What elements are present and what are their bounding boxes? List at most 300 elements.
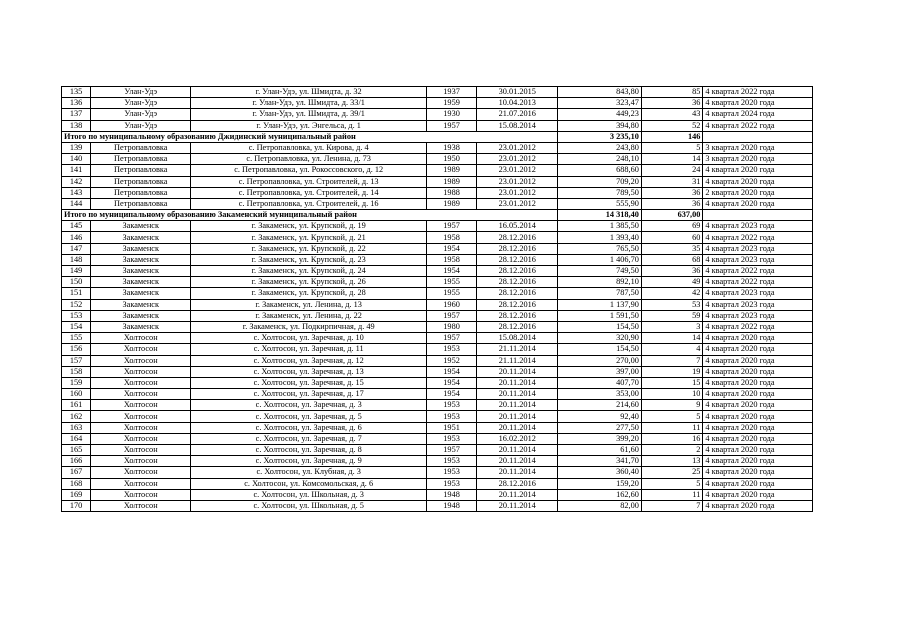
cell-decision-date: 23.01.2012 xyxy=(477,198,558,209)
cell-build-year: 1953 xyxy=(427,411,477,422)
cell-build-year: 1930 xyxy=(427,109,477,120)
cell-decision-date: 10.04.2013 xyxy=(477,98,558,109)
cell-residents: 36 xyxy=(641,98,703,109)
cell-row-number: 137 xyxy=(62,109,91,120)
cell-residents: 11 xyxy=(641,422,703,433)
cell-relocation-deadline: 4 квартал 2023 года xyxy=(703,288,813,299)
subtotal-label: Итого по муниципальному образованию Закаменский муниципальный район xyxy=(62,210,558,221)
cell-row-number: 150 xyxy=(62,277,91,288)
cell-address: г. Улан-Удэ, ул. Шмидта, д. 39/1 xyxy=(191,109,427,120)
cell-address: с. Холтосон, ул. Заречная, д. 17 xyxy=(191,389,427,400)
cell-relocation-deadline: 4 квартал 2020 года xyxy=(703,366,813,377)
cell-residents: 14 xyxy=(641,154,703,165)
table-row xyxy=(62,98,813,109)
cell-address: с. Холтосон, ул. Заречная, д. 11 xyxy=(191,344,427,355)
cell-row-number: 138 xyxy=(62,120,91,131)
housing-register-table xyxy=(61,86,813,512)
cell-area: 789,50 xyxy=(558,187,641,198)
cell-decision-date: 28.12.2016 xyxy=(477,243,558,254)
cell-relocation-deadline: 4 квартал 2020 года xyxy=(703,500,813,511)
cell-row-number: 155 xyxy=(62,333,91,344)
cell-area: 765,50 xyxy=(558,243,641,254)
cell-settlement: Петропавловка xyxy=(91,142,191,153)
cell-residents: 59 xyxy=(641,310,703,321)
cell-residents: 69 xyxy=(641,221,703,232)
cell-settlement: Закаменск xyxy=(91,321,191,332)
subtotal-empty-cell xyxy=(703,131,813,142)
cell-residents: 36 xyxy=(641,187,703,198)
cell-address: с. Холтосон, ул. Заречная, д. 12 xyxy=(191,355,427,366)
cell-address: с. Холтосон, ул. Заречная, д. 5 xyxy=(191,411,427,422)
cell-build-year: 1955 xyxy=(427,277,477,288)
cell-area: 449,23 xyxy=(558,109,641,120)
cell-area: 61,60 xyxy=(558,445,641,456)
cell-address: с. Петропавловка, ул. Строителей, д. 13 xyxy=(191,176,427,187)
cell-relocation-deadline: 4 квартал 2023 года xyxy=(703,243,813,254)
cell-decision-date: 20.11.2014 xyxy=(477,467,558,478)
cell-build-year: 1953 xyxy=(427,344,477,355)
cell-decision-date: 23.01.2012 xyxy=(477,165,558,176)
cell-area: 162,60 xyxy=(558,489,641,500)
cell-decision-date: 20.11.2014 xyxy=(477,422,558,433)
table-row xyxy=(62,198,813,209)
table-row xyxy=(62,500,813,511)
cell-settlement: Закаменск xyxy=(91,277,191,288)
cell-relocation-deadline: 4 квартал 2020 года xyxy=(703,467,813,478)
cell-decision-date: 28.12.2016 xyxy=(477,288,558,299)
cell-build-year: 1952 xyxy=(427,355,477,366)
subtotal-area: 3 235,10 xyxy=(558,131,641,142)
table-row xyxy=(62,187,813,198)
cell-settlement: Закаменск xyxy=(91,288,191,299)
cell-residents: 3 xyxy=(641,321,703,332)
cell-settlement: Холтосон xyxy=(91,433,191,444)
cell-address: г. Закаменск, ул. Крупской, д. 23 xyxy=(191,254,427,265)
cell-area: 360,40 xyxy=(558,467,641,478)
cell-row-number: 135 xyxy=(62,87,91,98)
cell-decision-date: 23.01.2012 xyxy=(477,187,558,198)
cell-build-year: 1937 xyxy=(427,87,477,98)
cell-relocation-deadline: 4 квартал 2023 года xyxy=(703,221,813,232)
cell-area: 341,70 xyxy=(558,456,641,467)
cell-residents: 85 xyxy=(641,87,703,98)
cell-row-number: 165 xyxy=(62,445,91,456)
cell-row-number: 151 xyxy=(62,288,91,299)
table-row xyxy=(62,243,813,254)
cell-residents: 68 xyxy=(641,254,703,265)
cell-row-number: 148 xyxy=(62,254,91,265)
cell-relocation-deadline: 4 квартал 2022 года xyxy=(703,321,813,332)
cell-build-year: 1953 xyxy=(427,467,477,478)
cell-area: 1 385,50 xyxy=(558,221,641,232)
cell-address: с. Холтосон, ул. Заречная, д. 3 xyxy=(191,400,427,411)
cell-area: 1 137,90 xyxy=(558,299,641,310)
cell-row-number: 139 xyxy=(62,142,91,153)
cell-address: с. Холтосон, ул. Школьная, д. 5 xyxy=(191,500,427,511)
table-row xyxy=(62,142,813,153)
cell-build-year: 1954 xyxy=(427,389,477,400)
cell-row-number: 146 xyxy=(62,232,91,243)
table-row xyxy=(62,400,813,411)
table-row xyxy=(62,467,813,478)
cell-address: с. Холтосон, ул. Заречная, д. 13 xyxy=(191,366,427,377)
cell-relocation-deadline: 4 квартал 2020 года xyxy=(703,333,813,344)
cell-address: г. Закаменск, ул. Крупской, д. 19 xyxy=(191,221,427,232)
cell-decision-date: 28.12.2016 xyxy=(477,478,558,489)
table-body xyxy=(62,87,813,512)
cell-address: с. Холтосон, ул. Заречная, д. 8 xyxy=(191,445,427,456)
cell-address: г. Закаменск, ул. Крупской, д. 21 xyxy=(191,232,427,243)
subtotal-residents: 146 xyxy=(641,131,703,142)
cell-settlement: Холтосон xyxy=(91,389,191,400)
cell-settlement: Улан-Удэ xyxy=(91,87,191,98)
cell-area: 270,00 xyxy=(558,355,641,366)
cell-row-number: 164 xyxy=(62,433,91,444)
cell-residents: 25 xyxy=(641,467,703,478)
table-row xyxy=(62,411,813,422)
cell-build-year: 1948 xyxy=(427,489,477,500)
cell-build-year: 1954 xyxy=(427,377,477,388)
cell-relocation-deadline: 4 квартал 2020 года xyxy=(703,422,813,433)
cell-residents: 4 xyxy=(641,344,703,355)
cell-area: 92,40 xyxy=(558,411,641,422)
cell-area: 749,50 xyxy=(558,266,641,277)
cell-address: г. Закаменск, ул. Подкирпичная, д. 49 xyxy=(191,321,427,332)
cell-row-number: 147 xyxy=(62,243,91,254)
cell-decision-date: 28.12.2016 xyxy=(477,266,558,277)
cell-build-year: 1988 xyxy=(427,187,477,198)
cell-decision-date: 20.11.2014 xyxy=(477,456,558,467)
cell-relocation-deadline: 4 квартал 2020 года xyxy=(703,355,813,366)
table-row xyxy=(62,120,813,131)
cell-relocation-deadline: 4 квартал 2020 года xyxy=(703,344,813,355)
cell-relocation-deadline: 4 квартал 2023 года xyxy=(703,254,813,265)
cell-residents: 31 xyxy=(641,176,703,187)
cell-relocation-deadline: 2 квартал 2020 года xyxy=(703,187,813,198)
cell-settlement: Закаменск xyxy=(91,299,191,310)
cell-area: 709,20 xyxy=(558,176,641,187)
cell-settlement: Холтосон xyxy=(91,366,191,377)
cell-build-year: 1989 xyxy=(427,198,477,209)
cell-address: г. Закаменск, ул. Крупской, д. 22 xyxy=(191,243,427,254)
cell-settlement: Закаменск xyxy=(91,243,191,254)
cell-row-number: 170 xyxy=(62,500,91,511)
cell-settlement: Петропавловка xyxy=(91,165,191,176)
cell-area: 1 406,70 xyxy=(558,254,641,265)
table-row xyxy=(62,109,813,120)
cell-settlement: Холтосон xyxy=(91,411,191,422)
cell-decision-date: 21.11.2014 xyxy=(477,355,558,366)
table-row xyxy=(62,288,813,299)
cell-build-year: 1953 xyxy=(427,456,477,467)
cell-area: 243,80 xyxy=(558,142,641,153)
cell-residents: 9 xyxy=(641,400,703,411)
cell-decision-date: 20.11.2014 xyxy=(477,489,558,500)
cell-settlement: Петропавловка xyxy=(91,198,191,209)
table-row xyxy=(62,165,813,176)
cell-area: 555,90 xyxy=(558,198,641,209)
cell-relocation-deadline: 4 квартал 2023 года xyxy=(703,310,813,321)
cell-residents: 43 xyxy=(641,109,703,120)
cell-row-number: 167 xyxy=(62,467,91,478)
cell-relocation-deadline: 4 квартал 2023 года xyxy=(703,299,813,310)
cell-area: 277,50 xyxy=(558,422,641,433)
cell-decision-date: 21.11.2014 xyxy=(477,344,558,355)
cell-residents: 15 xyxy=(641,377,703,388)
cell-relocation-deadline: 4 квартал 2020 года xyxy=(703,433,813,444)
cell-relocation-deadline: 4 квартал 2020 года xyxy=(703,445,813,456)
cell-row-number: 168 xyxy=(62,478,91,489)
cell-decision-date: 23.01.2012 xyxy=(477,154,558,165)
cell-decision-date: 23.01.2012 xyxy=(477,176,558,187)
cell-decision-date: 15.08.2014 xyxy=(477,333,558,344)
cell-relocation-deadline: 4 квартал 2020 года xyxy=(703,98,813,109)
cell-build-year: 1957 xyxy=(427,120,477,131)
cell-build-year: 1958 xyxy=(427,254,477,265)
cell-settlement: Закаменск xyxy=(91,266,191,277)
cell-residents: 24 xyxy=(641,165,703,176)
cell-address: с. Холтосон, ул. Заречная, д. 6 xyxy=(191,422,427,433)
table-row xyxy=(62,344,813,355)
table-row xyxy=(62,389,813,400)
cell-area: 399,20 xyxy=(558,433,641,444)
cell-decision-date: 20.11.2014 xyxy=(477,400,558,411)
cell-row-number: 145 xyxy=(62,221,91,232)
cell-decision-date: 23.01.2012 xyxy=(477,142,558,153)
cell-area: 82,00 xyxy=(558,500,641,511)
cell-residents: 7 xyxy=(641,355,703,366)
cell-settlement: Закаменск xyxy=(91,254,191,265)
cell-address: г. Закаменск, ул. Крупской, д. 26 xyxy=(191,277,427,288)
cell-address: с. Петропавловка, ул. Рокоссовского, д. 12 xyxy=(191,165,427,176)
cell-relocation-deadline: 4 квартал 2022 года xyxy=(703,120,813,131)
cell-row-number: 166 xyxy=(62,456,91,467)
cell-row-number: 158 xyxy=(62,366,91,377)
cell-residents: 16 xyxy=(641,433,703,444)
cell-address: с. Петропавловка, ул. Строителей, д. 14 xyxy=(191,187,427,198)
table-row xyxy=(62,277,813,288)
cell-area: 248,10 xyxy=(558,154,641,165)
cell-relocation-deadline: 4 квартал 2020 года xyxy=(703,176,813,187)
cell-area: 320,90 xyxy=(558,333,641,344)
cell-area: 214,60 xyxy=(558,400,641,411)
cell-address: с. Холтосон, ул. Школьная, д. 3 xyxy=(191,489,427,500)
cell-residents: 36 xyxy=(641,266,703,277)
cell-relocation-deadline: 4 квартал 2020 года xyxy=(703,478,813,489)
cell-row-number: 161 xyxy=(62,400,91,411)
subtotal-empty-cell xyxy=(703,210,813,221)
cell-build-year: 1938 xyxy=(427,142,477,153)
cell-relocation-deadline: 4 квартал 2020 года xyxy=(703,165,813,176)
table-row xyxy=(62,87,813,98)
cell-area: 159,20 xyxy=(558,478,641,489)
cell-address: с. Холтосон, ул. Заречная, д. 9 xyxy=(191,456,427,467)
cell-relocation-deadline: 4 квартал 2022 года xyxy=(703,266,813,277)
cell-decision-date: 30.01.2015 xyxy=(477,87,558,98)
cell-row-number: 162 xyxy=(62,411,91,422)
cell-settlement: Улан-Удэ xyxy=(91,98,191,109)
table-row xyxy=(62,478,813,489)
cell-build-year: 1959 xyxy=(427,98,477,109)
subtotal-residents: 637,00 xyxy=(641,210,703,221)
cell-address: с. Петропавловка, ул. Кирова, д. 4 xyxy=(191,142,427,153)
cell-residents: 10 xyxy=(641,389,703,400)
table-row xyxy=(62,456,813,467)
cell-relocation-deadline: 3 квартал 2020 года xyxy=(703,154,813,165)
cell-area: 1 591,50 xyxy=(558,310,641,321)
cell-residents: 14 xyxy=(641,333,703,344)
cell-address: г. Закаменск, ул. Ленина, д. 22 xyxy=(191,310,427,321)
cell-residents: 42 xyxy=(641,288,703,299)
cell-settlement: Холтосон xyxy=(91,467,191,478)
cell-settlement: Петропавловка xyxy=(91,187,191,198)
table-row xyxy=(62,310,813,321)
cell-build-year: 1954 xyxy=(427,366,477,377)
cell-build-year: 1953 xyxy=(427,433,477,444)
cell-settlement: Петропавловка xyxy=(91,176,191,187)
cell-area: 407,70 xyxy=(558,377,641,388)
cell-relocation-deadline: 3 квартал 2020 года xyxy=(703,142,813,153)
cell-residents: 60 xyxy=(641,232,703,243)
cell-settlement: Закаменск xyxy=(91,232,191,243)
cell-settlement: Закаменск xyxy=(91,221,191,232)
cell-address: с. Петропавловка, ул. Ленина, д. 73 xyxy=(191,154,427,165)
cell-build-year: 1957 xyxy=(427,445,477,456)
cell-build-year: 1989 xyxy=(427,176,477,187)
subtotal-area: 14 318,40 xyxy=(558,210,641,221)
table-row xyxy=(62,366,813,377)
cell-settlement: Холтосон xyxy=(91,478,191,489)
cell-address: г. Закаменск, ул. Крупской, д. 28 xyxy=(191,288,427,299)
cell-decision-date: 20.11.2014 xyxy=(477,389,558,400)
cell-row-number: 141 xyxy=(62,165,91,176)
cell-area: 394,80 xyxy=(558,120,641,131)
table-row xyxy=(62,176,813,187)
cell-address: с. Холтосон, ул. Заречная, д. 7 xyxy=(191,433,427,444)
cell-settlement: Холтосон xyxy=(91,489,191,500)
cell-relocation-deadline: 4 квартал 2020 года xyxy=(703,489,813,500)
cell-address: с. Холтосон, ул. Клубная, д. 3 xyxy=(191,467,427,478)
cell-build-year: 1953 xyxy=(427,478,477,489)
cell-residents: 36 xyxy=(641,198,703,209)
cell-decision-date: 16.05.2014 xyxy=(477,221,558,232)
cell-settlement: Холтосон xyxy=(91,400,191,411)
cell-build-year: 1955 xyxy=(427,288,477,299)
cell-address: с. Холтосон, ул. Заречная, д. 15 xyxy=(191,377,427,388)
table-row xyxy=(62,221,813,232)
cell-row-number: 169 xyxy=(62,489,91,500)
cell-build-year: 1950 xyxy=(427,154,477,165)
cell-build-year: 1954 xyxy=(427,243,477,254)
cell-settlement: Холтосон xyxy=(91,355,191,366)
cell-residents: 7 xyxy=(641,500,703,511)
cell-settlement: Холтосон xyxy=(91,333,191,344)
cell-residents: 5 xyxy=(641,142,703,153)
cell-area: 154,50 xyxy=(558,321,641,332)
cell-settlement: Закаменск xyxy=(91,310,191,321)
table-row xyxy=(62,433,813,444)
cell-residents: 13 xyxy=(641,456,703,467)
cell-row-number: 156 xyxy=(62,344,91,355)
cell-settlement: Холтосон xyxy=(91,456,191,467)
cell-decision-date: 20.11.2014 xyxy=(477,366,558,377)
cell-decision-date: 28.12.2016 xyxy=(477,299,558,310)
cell-build-year: 1958 xyxy=(427,232,477,243)
cell-decision-date: 28.12.2016 xyxy=(477,310,558,321)
cell-decision-date: 15.08.2014 xyxy=(477,120,558,131)
cell-decision-date: 20.11.2014 xyxy=(477,445,558,456)
cell-settlement: Холтосон xyxy=(91,445,191,456)
cell-decision-date: 28.12.2016 xyxy=(477,254,558,265)
table-row xyxy=(62,154,813,165)
cell-address: с. Холтосон, ул. Заречная, д. 10 xyxy=(191,333,427,344)
cell-residents: 52 xyxy=(641,120,703,131)
cell-settlement: Улан-Удэ xyxy=(91,120,191,131)
table-row xyxy=(62,266,813,277)
cell-relocation-deadline: 4 квартал 2022 года xyxy=(703,277,813,288)
cell-address: с. Петропавловка, ул. Строителей, д. 16 xyxy=(191,198,427,209)
cell-area: 154,50 xyxy=(558,344,641,355)
cell-area: 353,00 xyxy=(558,389,641,400)
cell-area: 843,80 xyxy=(558,87,641,98)
cell-settlement: Петропавловка xyxy=(91,154,191,165)
cell-residents: 5 xyxy=(641,478,703,489)
cell-row-number: 157 xyxy=(62,355,91,366)
cell-residents: 5 xyxy=(641,411,703,422)
cell-decision-date: 16.02.2012 xyxy=(477,433,558,444)
cell-build-year: 1954 xyxy=(427,266,477,277)
cell-area: 1 393,40 xyxy=(558,232,641,243)
cell-relocation-deadline: 4 квартал 2022 года xyxy=(703,232,813,243)
cell-row-number: 142 xyxy=(62,176,91,187)
cell-residents: 35 xyxy=(641,243,703,254)
cell-residents: 2 xyxy=(641,445,703,456)
cell-residents: 53 xyxy=(641,299,703,310)
cell-decision-date: 21.07.2016 xyxy=(477,109,558,120)
table-row xyxy=(62,232,813,243)
cell-decision-date: 28.12.2016 xyxy=(477,232,558,243)
cell-relocation-deadline: 4 квартал 2020 года xyxy=(703,400,813,411)
cell-row-number: 160 xyxy=(62,389,91,400)
cell-build-year: 1960 xyxy=(427,299,477,310)
cell-row-number: 140 xyxy=(62,154,91,165)
cell-build-year: 1957 xyxy=(427,221,477,232)
cell-address: г. Закаменск, ул. Ленина, д. 13 xyxy=(191,299,427,310)
cell-settlement: Холтосон xyxy=(91,500,191,511)
cell-build-year: 1951 xyxy=(427,422,477,433)
cell-settlement: Холтосон xyxy=(91,344,191,355)
cell-address: г. Улан-Удэ, ул. Шмидта, д. 32 xyxy=(191,87,427,98)
cell-residents: 19 xyxy=(641,366,703,377)
cell-address: г. Закаменск, ул. Крупской, д. 24 xyxy=(191,266,427,277)
table-row xyxy=(62,299,813,310)
cell-residents: 49 xyxy=(641,277,703,288)
cell-row-number: 153 xyxy=(62,310,91,321)
cell-decision-date: 20.11.2014 xyxy=(477,377,558,388)
table-row xyxy=(62,355,813,366)
cell-relocation-deadline: 4 квартал 2020 года xyxy=(703,411,813,422)
cell-residents: 11 xyxy=(641,489,703,500)
cell-build-year: 1957 xyxy=(427,333,477,344)
cell-address: г. Улан-Удэ, ул. Энгельса, д. 1 xyxy=(191,120,427,131)
subtotal-row xyxy=(62,210,813,221)
cell-area: 397,00 xyxy=(558,366,641,377)
cell-row-number: 136 xyxy=(62,98,91,109)
cell-settlement: Улан-Удэ xyxy=(91,109,191,120)
cell-area: 787,50 xyxy=(558,288,641,299)
table-row xyxy=(62,333,813,344)
table-row xyxy=(62,422,813,433)
